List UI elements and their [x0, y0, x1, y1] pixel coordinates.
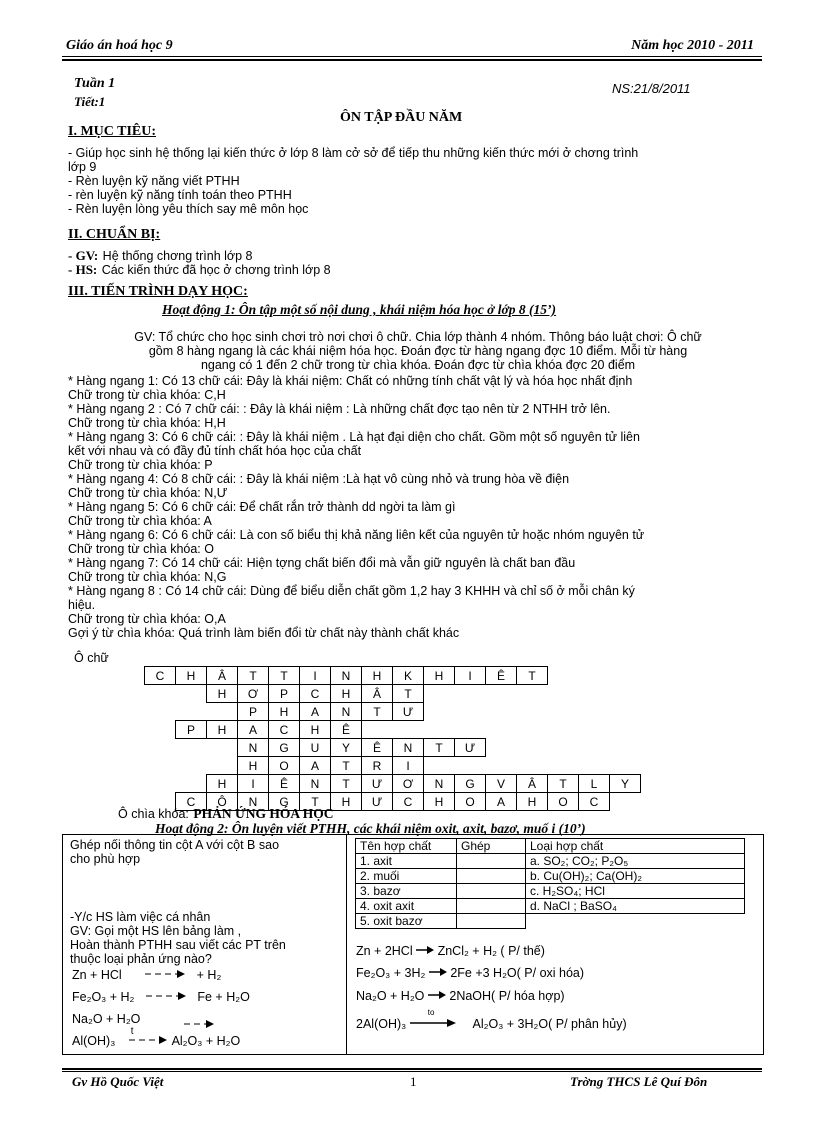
- crossword-cell: I: [455, 667, 486, 685]
- crossword-blank: [579, 667, 610, 685]
- table-cell: d. NaCl ; BaSO₄: [526, 899, 745, 914]
- crossword-blank: [579, 757, 610, 775]
- crossword-blank: [486, 721, 517, 739]
- section-process-heading: III. TIẾN TRÌNH DẠY HỌC:: [68, 284, 248, 299]
- crossword-blank: [610, 793, 641, 811]
- gv-text: Hệ thống chơng trình lớp 8: [102, 249, 253, 263]
- hs-prep: [68, 261, 331, 279]
- footer-left: Gv Hồ Quốc Việt: [72, 1074, 164, 1089]
- crossword-cell: I: [300, 667, 331, 685]
- week-label: Tuần 1: [74, 76, 116, 91]
- crossword-blank: [486, 685, 517, 703]
- crossword-blank: [548, 667, 579, 685]
- crossword-blank: [610, 685, 641, 703]
- crossword-cell: N: [300, 775, 331, 793]
- crossword-row: [145, 667, 641, 685]
- crossword-cell: N: [238, 739, 269, 757]
- page-title: ÔN TẬP ĐẦU NĂM: [340, 110, 463, 125]
- crossword-cell: Ư: [362, 793, 393, 811]
- crossword-blank: [176, 775, 207, 793]
- crossword-cell: T: [300, 793, 331, 811]
- crossword-blank: [145, 775, 176, 793]
- crossword-cell: H: [207, 775, 238, 793]
- crossword-cell: P: [238, 703, 269, 721]
- crossword-blank: [579, 739, 610, 757]
- crossword-cell: N: [393, 739, 424, 757]
- header-rule-thick: [62, 59, 762, 61]
- crossword-cell: R: [362, 757, 393, 775]
- table-cell: [457, 914, 526, 929]
- crossword-blank: [486, 703, 517, 721]
- heat-arrow-icon: [129, 1026, 167, 1048]
- crossword-blank: [610, 667, 641, 685]
- table-row: [356, 914, 745, 929]
- crossword-cell: L: [579, 775, 610, 793]
- crossword-blank: [610, 757, 641, 775]
- activity1-title: Hoạt động 1: Ôn tập một số nội dung , khái niệm hóa học ở lớp 8 (15’): [162, 302, 557, 317]
- note-line: GV: Gọi một HS lên bảng làm ,: [70, 924, 242, 938]
- crossword-blank: [455, 721, 486, 739]
- intro-line: ngang có 1 đến 2 chữ trong từ chìa khóa. Đoán đợc từ chìa khóa đợc 20 điểm: [200, 358, 636, 372]
- clue-line: Chữ trong từ chìa khóa: O: [68, 542, 214, 556]
- crossword-cell: N: [424, 775, 455, 793]
- left-notes: [70, 910, 286, 966]
- crossword-cell: P: [269, 685, 300, 703]
- crossword-grid: [144, 666, 641, 811]
- clue-line: Gợi ý từ chìa khóa: Quá trình làm biến đổi từ chất này thành chất khác: [68, 626, 460, 640]
- ns-date: NS:21/8/2011: [612, 81, 691, 96]
- crossword-cell: H: [331, 793, 362, 811]
- crossword-cell: T: [331, 775, 362, 793]
- crossword-blank: [176, 685, 207, 703]
- objective-line: lớp 9: [68, 160, 97, 174]
- crossword-cell: A: [486, 793, 517, 811]
- table-cell: [457, 899, 526, 914]
- key-label: Ô chìa khóa:: [118, 807, 189, 821]
- eq2-left: Fe₂O₃ + H₂: [72, 990, 135, 1004]
- clue-line: * Hàng ngang 7: Có 14 chữ cái: Hiện tợng chất biến đổi mà vẫn giữ nguyên là chất ban đầu: [68, 556, 576, 570]
- table-cell: [457, 854, 526, 869]
- crossword-cell: Y: [331, 739, 362, 757]
- note-line: thuộc loại phản ứng nào?: [70, 952, 212, 966]
- crossword-cell: Ê: [362, 739, 393, 757]
- heat-symbol: t: [130, 1026, 134, 1037]
- left-task: [70, 838, 279, 866]
- crossword-cell: Ơ: [393, 775, 424, 793]
- answer-left: Fe₂O₃ + 3H₂: [356, 966, 426, 980]
- crossword-blank: [207, 703, 238, 721]
- crossword-cell: H: [362, 667, 393, 685]
- table-cell: 1. axit: [356, 854, 457, 869]
- intro-line: GV: Tổ chức cho học sinh chơi trò nơi chơi ô chữ. Chia lớp thành 4 nhóm. Thông báo luật chơi: Ô chữ: [134, 330, 702, 344]
- section-objectives-heading: I. MỤC TIÊU:: [68, 124, 157, 139]
- task-line: cho phù hợp: [70, 852, 141, 866]
- note-line: Hoàn thành PTHH sau viết các PT trên: [70, 938, 286, 952]
- crossword-cell: A: [238, 721, 269, 739]
- crossword-cell: C: [269, 721, 300, 739]
- matching-table: [355, 838, 745, 929]
- crossword-blank: [176, 757, 207, 775]
- arrow-icon: [428, 989, 446, 1003]
- crossword-blank: [424, 703, 455, 721]
- crossword-blank: [548, 721, 579, 739]
- table-cell: c. H₂SO₄; HCl: [526, 884, 745, 899]
- answer-2: [356, 966, 584, 980]
- answer-left: Na₂O + H₂O: [356, 989, 425, 1003]
- crossword-cell: T: [331, 757, 362, 775]
- answer-right: 2Fe +3 H₂O( P/ oxi hóa): [450, 966, 585, 980]
- crossword-row: [145, 703, 641, 721]
- crossword-blank: [517, 721, 548, 739]
- answer-left: 2Al(OH)₃: [356, 1017, 407, 1031]
- table-cell: b. Cu(OH)₂; Ca(OH)₂: [526, 869, 745, 884]
- activity2-divider: [346, 834, 347, 1054]
- equation-4: [72, 1026, 241, 1048]
- crossword-cell: T: [393, 685, 424, 703]
- crossword-blank: [207, 739, 238, 757]
- crossword-cell: C: [393, 793, 424, 811]
- crossword-cell: Â: [517, 775, 548, 793]
- equation-1: [72, 968, 221, 982]
- heat-arrow-icon: [410, 1008, 456, 1031]
- crossword-cell: G: [455, 775, 486, 793]
- hs-label: - HS:: [68, 262, 98, 277]
- crossword-blank: [455, 703, 486, 721]
- crossword-cell: C: [145, 667, 176, 685]
- heat-symbol: to: [427, 1008, 435, 1017]
- gv-label: - GV:: [68, 248, 99, 263]
- clue-line: kết với nhau và có đầy đủ tính chất hóa học của chất: [68, 444, 362, 458]
- crossword-cell: O: [455, 793, 486, 811]
- crossword-cell: G: [269, 739, 300, 757]
- crossword-blank: [517, 739, 548, 757]
- crossword-blank: [145, 739, 176, 757]
- crossword-blank: [393, 721, 424, 739]
- table-cell: a. SO₂; CO₂; P₂O₅: [526, 854, 745, 869]
- crossword-blank: [579, 721, 610, 739]
- crossword-blank: [486, 739, 517, 757]
- crossword-blank: [424, 721, 455, 739]
- crossword-blank: [548, 685, 579, 703]
- clues-list: [68, 374, 644, 640]
- crossword-blank: [517, 685, 548, 703]
- answer-left: Zn + 2HCl: [356, 944, 413, 958]
- table-cell: 4. oxit axit: [356, 899, 457, 914]
- crossword-row: [145, 757, 641, 775]
- table-row: [356, 854, 745, 869]
- answer-right: Al₂O₃ + 3H₂O( P/ phân hủy): [472, 1017, 627, 1031]
- clue-line: * Hàng ngang 6: Có 6 chữ cái: Là con số biểu thị khả năng liên kết của nguyên tử hoặc nhóm nguyên tử: [68, 528, 645, 542]
- crossword-cell: H: [238, 757, 269, 775]
- header-right: Năm học 2010 - 2011: [631, 38, 754, 53]
- clue-line: * Hàng ngang 4: Có 8 chữ cái: : Đây là khái niệm :Là hạt vô cùng nhỏ và trung hòa về điện: [68, 472, 570, 486]
- table-cell: 3. bazơ: [356, 884, 457, 899]
- eq3-left: Na₂O + H₂O: [72, 1012, 141, 1026]
- crossword-cell: N: [331, 667, 362, 685]
- table-row: [356, 884, 745, 899]
- table-cell: [526, 914, 745, 929]
- header-left: Giáo án hoá học 9: [66, 38, 173, 53]
- crossword-blank: [517, 757, 548, 775]
- crossword-cell: V: [486, 775, 517, 793]
- crossword-cell: Â: [207, 667, 238, 685]
- crossword-cell: Ư: [393, 703, 424, 721]
- activity2-title: Hoạt động 2: Ôn luyện viết PTHH, các khái niệm oxit, axit, bazơ, muố i (10’): [155, 821, 586, 836]
- o-chu-label: Ô chữ: [74, 651, 109, 665]
- answer-4: [356, 1008, 627, 1031]
- table-cell: [457, 869, 526, 884]
- crossword-cell: C: [300, 685, 331, 703]
- crossword-cell: C: [176, 793, 207, 811]
- crossword-row: [145, 775, 641, 793]
- crossword-cell: Ô: [207, 793, 238, 811]
- crossword-cell: Ê: [269, 775, 300, 793]
- crossword-blank: [579, 703, 610, 721]
- crossword-blank: [424, 685, 455, 703]
- crossword-cell: H: [517, 793, 548, 811]
- answer-1: [356, 944, 545, 958]
- note-line: -Y/c HS làm việc cá nhân: [70, 910, 211, 924]
- col-header: Ghép: [457, 839, 526, 854]
- clue-line: Chữ trong từ chìa khóa: H,H: [68, 416, 226, 430]
- clue-line: * Hàng ngang 1: Có 13 chữ cái: Đây là khái niệm: Chất có những tính chất vật lý và hóa học nhất định: [68, 374, 633, 388]
- crossword-row: [145, 721, 641, 739]
- table-row: [356, 899, 745, 914]
- answer-right: 2NaOH( P/ hóa hợp): [449, 989, 565, 1003]
- crossword-cell: Y: [610, 775, 641, 793]
- crossword-cell: T: [548, 775, 579, 793]
- crossword-blank: [610, 721, 641, 739]
- objective-line: - Rèn luyện kỹ năng viết PTHH: [68, 174, 240, 188]
- crossword-cell: A: [300, 757, 331, 775]
- objective-line: - Rèn luyện lòng yêu thích say mê môn học: [68, 202, 309, 216]
- table-cell: [457, 884, 526, 899]
- crossword-blank: [207, 757, 238, 775]
- crossword-cell: O: [548, 793, 579, 811]
- arrow-icon: [429, 966, 447, 980]
- clue-line: * Hàng ngang 3: Có 6 chữ cái: : Đây là khái niệm . Là hạt đại diện cho chất. Gồm một số nguyên tử liên: [68, 430, 640, 444]
- eq4-left: Al(OH)₃: [72, 1034, 116, 1048]
- clue-line: Chữ trong từ chìa khóa: O,A: [68, 612, 226, 626]
- crossword-cell: I: [393, 757, 424, 775]
- key-word: PHẢN ỨNG HÓA HỌC: [193, 806, 334, 821]
- crossword-cell: H: [207, 721, 238, 739]
- eq2-right: Fe + H₂O: [197, 990, 250, 1004]
- clue-line: * Hàng ngang 8 : Có 14 chữ cái: Dùng để biểu diễn chất gồm 1,2 hay 3 KHHH và chỉ số ở mỗi chân ký: [68, 584, 635, 598]
- crossword-cell: T: [238, 667, 269, 685]
- crossword-cell: Ư: [455, 739, 486, 757]
- crossword-cell: I: [238, 775, 269, 793]
- clue-line: hiệu.: [68, 598, 96, 612]
- crossword-blank: [362, 721, 393, 739]
- crossword-cell: P: [176, 721, 207, 739]
- crossword-blank: [548, 757, 579, 775]
- crossword-blank: [548, 703, 579, 721]
- crossword-cell: Ơ: [238, 685, 269, 703]
- crossword-row: [145, 739, 641, 757]
- crossword-blank: [455, 685, 486, 703]
- clue-line: Chữ trong từ chìa khóa: N,G: [68, 570, 227, 584]
- dashed-arrow-icon: [184, 1018, 214, 1032]
- col-header: Loại hợp chất: [526, 839, 745, 854]
- crossword-blank: [176, 703, 207, 721]
- clue-line: Chữ trong từ chìa khóa: P: [68, 458, 213, 472]
- intro-line: gồm 8 hàng ngang là các khái niệm hóa học. Đoán đợc từ hàng ngang đợc 10 điểm. Mỗi từ hàng: [148, 344, 688, 358]
- objective-line: - rèn luyện kỹ năng tính toán theo PTHH: [68, 188, 292, 202]
- equation-3: [72, 1012, 214, 1026]
- crossword-blank: [424, 757, 455, 775]
- dashed-arrow-icon: [146, 990, 186, 1004]
- crossword-cell: H: [207, 685, 238, 703]
- equation-2: [72, 990, 250, 1004]
- header-rule: [62, 56, 762, 57]
- crossword-cell: K: [393, 667, 424, 685]
- crossword-cell: Ư: [362, 775, 393, 793]
- crossword-blank: [145, 703, 176, 721]
- crossword-cell: G: [269, 793, 300, 811]
- crossword-cell: C: [579, 793, 610, 811]
- crossword-blank: [486, 757, 517, 775]
- period-label: Tiết:1: [74, 94, 106, 109]
- answer-right: ZnCl₂ + H₂ ( P/ thế): [437, 944, 545, 958]
- crossword-cell: H: [300, 721, 331, 739]
- activity1-intro: [68, 330, 768, 372]
- page-number: 1: [410, 1074, 417, 1089]
- arrow-icon: [416, 944, 434, 958]
- crossword-row: [145, 685, 641, 703]
- dashed-arrow-icon: [145, 968, 185, 982]
- table-header-row: [356, 839, 745, 854]
- crossword-cell: N: [331, 703, 362, 721]
- crossword-cell: T: [362, 703, 393, 721]
- clue-line: Chữ trong từ chìa khóa: N,Ư: [68, 486, 228, 500]
- clue-line: Chữ trong từ chìa khóa: C,H: [68, 388, 226, 402]
- crossword-blank: [610, 703, 641, 721]
- crossword-cell: H: [269, 703, 300, 721]
- objectives-list: [68, 146, 638, 216]
- crossword-cell: Â: [362, 685, 393, 703]
- objective-line: - Giúp học sinh hệ thống lại kiến thức ở lớp 8 làm cở sở để tiếp thu những kiến thức mới ở chơng trình: [68, 146, 639, 160]
- clue-line: * Hàng ngang 5: Có 6 chữ cái: Để chất rắn trở thành dd ngời ta làm gì: [68, 500, 456, 514]
- crossword-cell: U: [300, 739, 331, 757]
- crossword-cell: H: [331, 685, 362, 703]
- footer-rule: [62, 1071, 762, 1072]
- clue-line: Chữ trong từ chìa khóa: A: [68, 514, 212, 528]
- crossword-blank: [517, 703, 548, 721]
- eq1-right: + H₂: [196, 968, 222, 982]
- crossword-blank: [579, 685, 610, 703]
- crossword-cell: Ê: [331, 721, 362, 739]
- table-cell: 5. oxit bazơ: [356, 914, 457, 929]
- eq1-left: Zn + HCl: [72, 968, 122, 982]
- clue-line: * Hàng ngang 2 : Có 7 chữ cái: : Đây là khái niệm : Là những chất đợc tạo nên từ 2 NTHH trở lên.: [68, 402, 611, 416]
- crossword-cell: H: [424, 667, 455, 685]
- crossword-blank: [548, 739, 579, 757]
- col-header: Tên hợp chất: [356, 839, 457, 854]
- crossword-cell: H: [424, 793, 455, 811]
- section-preparation-heading: II. CHUẨN BỊ:: [68, 227, 161, 242]
- eq4-right: Al₂O₃ + H₂O: [171, 1034, 241, 1048]
- answer-3: [356, 989, 565, 1003]
- crossword-cell: T: [517, 667, 548, 685]
- footer-rule-thick: [62, 1068, 762, 1070]
- task-line: Ghép nối thông tin cột A với cột B sao: [70, 838, 280, 852]
- crossword-cell: A: [300, 703, 331, 721]
- crossword-cell: H: [176, 667, 207, 685]
- crossword-cell: Ê: [486, 667, 517, 685]
- table-cell: 2. muối: [356, 869, 457, 884]
- hs-text: Các kiến thức đã học ở chơng trình lớp 8: [101, 263, 331, 277]
- crossword-cell: N: [238, 793, 269, 811]
- crossword-cell: O: [269, 757, 300, 775]
- crossword-blank: [176, 739, 207, 757]
- crossword-cell: T: [424, 739, 455, 757]
- crossword-blank: [145, 721, 176, 739]
- crossword-cell: T: [269, 667, 300, 685]
- crossword-blank: [610, 739, 641, 757]
- crossword-blank: [455, 757, 486, 775]
- crossword-blank: [145, 685, 176, 703]
- footer-right: Trờng THCS Lê Quí Đôn: [570, 1074, 708, 1089]
- table-row: [356, 869, 745, 884]
- crossword-blank: [145, 757, 176, 775]
